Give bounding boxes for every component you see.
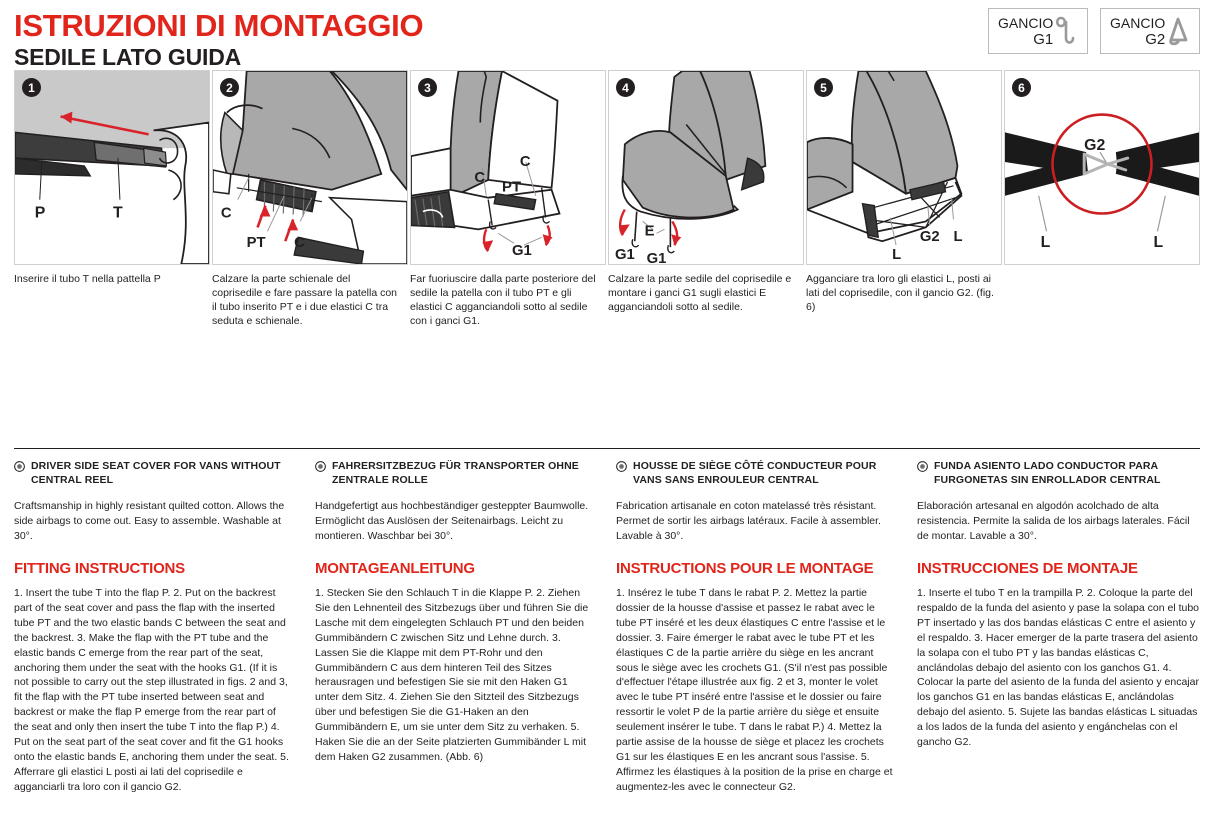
language-title-es: FUNDA ASIENTO LADO CONDUCTOR PARA FURGONETAS SIN ENROLLADOR CENTRAL (934, 460, 1161, 486)
svg-text:G1: G1 (614, 247, 635, 264)
svg-text:P: P (34, 204, 46, 222)
step-1 (14, 70, 210, 329)
svg-text:G2: G2 (919, 229, 940, 246)
step-3 (410, 70, 606, 329)
instructions-title-fr: INSTRUCTIONS POUR LE MONTAGE (616, 560, 874, 577)
svg-text:T: T (112, 204, 123, 222)
language-column-es (917, 460, 1200, 795)
section-divider (14, 448, 1200, 449)
hook-legend (988, 8, 1200, 54)
step-6-figure (1004, 70, 1200, 265)
hook-badge-g2-label: GANCIO (1110, 14, 1166, 31)
hook-badge-g1-label: GANCIO (998, 14, 1054, 31)
svg-text:E: E (644, 223, 655, 240)
hook-badge-g1-code: G1 (1033, 30, 1054, 48)
instructions-body-fr: 1. Insérez le tube T dans le rabat P. 2. Mettez la partie dossier de la housse d'assise et passez le rabat avec le tube PT inséré et les deux élastiques C entre l'assise et le dossier. 3. Faire émerger le rabat avec le tube PT et les élastiques C de la partie arrière du siège en les ancrant sous le siège avec les crochets G1. (S'il n'est pas possible d'effectuer l'étape illustrée aux fig. 2 et 3, monter le volet avec le tube PT inséré entre l'assise et le dossier ou faire ressortir le volet P de la partie arrière du siège et ensuite seulement insérer le tube. T dans le rabat P.) 4. Mettez la partie assise de la housse de siège et placez les crochets G1 sur les élastiques E en les ancrant sous l'assise. 5. Affirmez les élastiques à la position de la prise en charge et augmentez-les avec le connecteur G2. (616, 587, 893, 793)
language-heading-de (315, 460, 594, 487)
page-title: ISTRUZIONI DI MONTAGGIO (14, 8, 424, 43)
svg-text:L: L (1153, 234, 1164, 252)
language-description-fr: Fabrication artisanale en coton matelassé très résistant. Permet de sortir les airbags latéraux. Facile à assembler. Lavable à 30°. (616, 500, 881, 543)
svg-text:G1: G1 (646, 251, 667, 264)
step-figures (14, 70, 1200, 329)
language-heading-es (917, 460, 1200, 487)
step-6 (1004, 70, 1200, 329)
step-1-caption: Inserire il tubo T nella pattella P (14, 273, 161, 285)
instructions-title-de: MONTAGEANLEITUNG (315, 560, 475, 577)
hook-badge-g1 (988, 8, 1088, 54)
step-4-number: 4 (616, 78, 635, 97)
svg-text:G1: G1 (511, 243, 532, 260)
step-2 (212, 70, 408, 329)
svg-text:G2: G2 (1084, 137, 1106, 155)
language-heading-gb (14, 460, 293, 487)
svg-text:C: C (519, 154, 531, 171)
hook-badge-g2 (1100, 8, 1200, 54)
svg-text:L: L (953, 229, 963, 246)
svg-text:PT: PT (502, 179, 522, 196)
flag-es-icon (917, 461, 928, 472)
step-3-number: 3 (418, 78, 437, 97)
hook-badge-g2-code: G2 (1145, 30, 1166, 48)
step-5-figure (806, 70, 1002, 265)
j-hook-icon (1053, 14, 1079, 48)
language-column-de (315, 460, 616, 795)
step-4-caption: Calzare la parte sedile del coprisedile e montare i ganci G1 sugli elastici E agganciandoli sotto al sedile. (608, 273, 792, 313)
sheet-header (14, 0, 1200, 70)
page-subtitle: SEDILE LATO GUIDA (14, 43, 242, 70)
svg-text:L: L (892, 247, 902, 264)
step-4-figure (608, 70, 804, 265)
step-6-number: 6 (1012, 78, 1031, 97)
instructions-title-es: INSTRUCCIONES DE MONTAJE (917, 560, 1138, 577)
language-column-gb (14, 460, 315, 795)
step-5-number: 5 (814, 78, 833, 97)
triangle-hook-icon (1165, 14, 1191, 48)
language-description-es: Elaboración artesanal en algodón acolchado de alta resistencia. Permite la salida de los airbags laterales. Fácil de montar. Lavable a 30°. (917, 500, 1190, 543)
step-1-figure (14, 70, 210, 265)
svg-text:C: C (474, 169, 486, 186)
language-title-de: FAHRERSITZBEZUG FÜR TRANSPORTER OHNE ZENTRALE ROLLE (332, 460, 579, 486)
instructions-body-es: 1. Inserte el tubo T en la trampilla P. 2. Coloque la parte del respaldo de la funda del asiento y pase la solapa con el tubo PT insertado y las dos bandas elásticas C entre el asiento y el respaldo. 3. Hacer emerger de la parte trasera del asiento la solapa con el tubo PT y las bandas elásticas C, anclándolas debajo del asiento con los ganchos G1. 4. Colocar la parte del asiento de la funda del asiento y encajar los ganchos G1 en las bandas elásticas E, anclándolas debajo del asiento. 5. Sujete las bandas elásticas L situadas a los lados de la funda del asiento y engánchelas con el gancho G2. (917, 587, 1199, 749)
step-5-caption: Agganciare tra loro gli elastici L, posti ai lati del coprisedile, con il gancio G2. (fig. 6) (806, 273, 994, 313)
step-4 (608, 70, 804, 329)
flag-fr-icon (616, 461, 627, 472)
instructions-title-gb: FITTING INSTRUCTIONS (14, 560, 185, 577)
svg-text:C: C (294, 235, 305, 252)
step-5 (806, 70, 1002, 329)
svg-text:C: C (220, 205, 232, 222)
step-2-caption: Calzare la parte schienale del coprisedile e fare passare la patella con il tubo inserito PT e i due elastici C tra seduta e schienale. (212, 273, 398, 327)
instructions-body-gb: 1. Insert the tube T into the flap P. 2. Put on the backrest part of the seat cover and pass the flap with the inserted tube PT and the two elastic bands C between the seat and the backrest. 3. Make the flap with the PT tube and the elastic bands C emerge from the rear part of the seat, anchoring them under the seat with the hooks G1. (If it is not possible to carry out the step illustrated in figs. 2 and 3, fit the flap with the PT tube inserted between seat and backrest or make the flap P emerge from the rear part of the seat and only then insert the tube T into the flap P.) 4. Put on the seat part of the seat cover and fit the G1 hooks onto the elastic bands E, anchoring them under the seat. 5. Afferrare gli elastici L posti ai lati del coprisedile e agganciarli tra loro con il gancio G2. (14, 587, 289, 793)
language-column-fr (616, 460, 917, 795)
svg-text:L: L (1040, 234, 1051, 252)
step-3-figure (410, 70, 606, 265)
language-description-de: Handgefertigt aus hochbeständiger gesteppter Baumwolle. Ermöglicht das Auslösen der Seitenairbags. Leicht zu montieren. Waschbar bei 30°. (315, 500, 589, 543)
language-title-gb: DRIVER SIDE SEAT COVER FOR VANS WITHOUT CENTRAL REEL (31, 460, 281, 486)
flag-de-icon (315, 461, 326, 472)
step-2-number: 2 (220, 78, 239, 97)
language-sections (14, 460, 1200, 795)
language-description-gb: Craftsmanship in highly resistant quilted cotton. Allows the side airbags to come out. Easy to assemble. Washable at 30°. (14, 500, 285, 543)
svg-text:PT: PT (246, 235, 266, 252)
step-1-number: 1 (22, 78, 41, 97)
step-2-figure (212, 70, 408, 265)
flag-gb-icon (14, 461, 25, 472)
language-title-fr: HOUSSE DE SIÈGE CÔTÉ CONDUCTEUR POUR VANS SANS ENROULEUR CENTRAL (633, 460, 877, 486)
instructions-body-de: 1. Stecken Sie den Schlauch T in die Klappe P. 2. Ziehen Sie den Lehnenteil des Sitzbezugs über und führen Sie die Lasche mit dem eingelegten Schlauch PT und den beiden Gummibändern C zwischen Sitz und Lehne durch. 3. Lassen Sie die Klappe mit dem PT-Rohr und den Gummibändern C aus dem hinteren Teil des Sitzes herausragen und befestigen Sie sie mit den Haken G1 unter dem Sitz. 4. Ziehen Sie den Sitzteil des Sitzbezugs über und befestigen Sie die G1-Haken an den Gummibändern E, um sie unter dem Sitz zu verhaken. 5. Haken Sie die an der Seite platzierten Gummibänder L mit dem Haken G2 zusammen. (Abb. 6) (315, 587, 589, 763)
step-3-caption: Far fuoriuscire dalla parte posteriore del sedile la patella con il tubo PT e gli elastici C agganciandoli sotto al sedile con i ganci G1. (410, 273, 596, 327)
language-heading-fr (616, 460, 895, 487)
